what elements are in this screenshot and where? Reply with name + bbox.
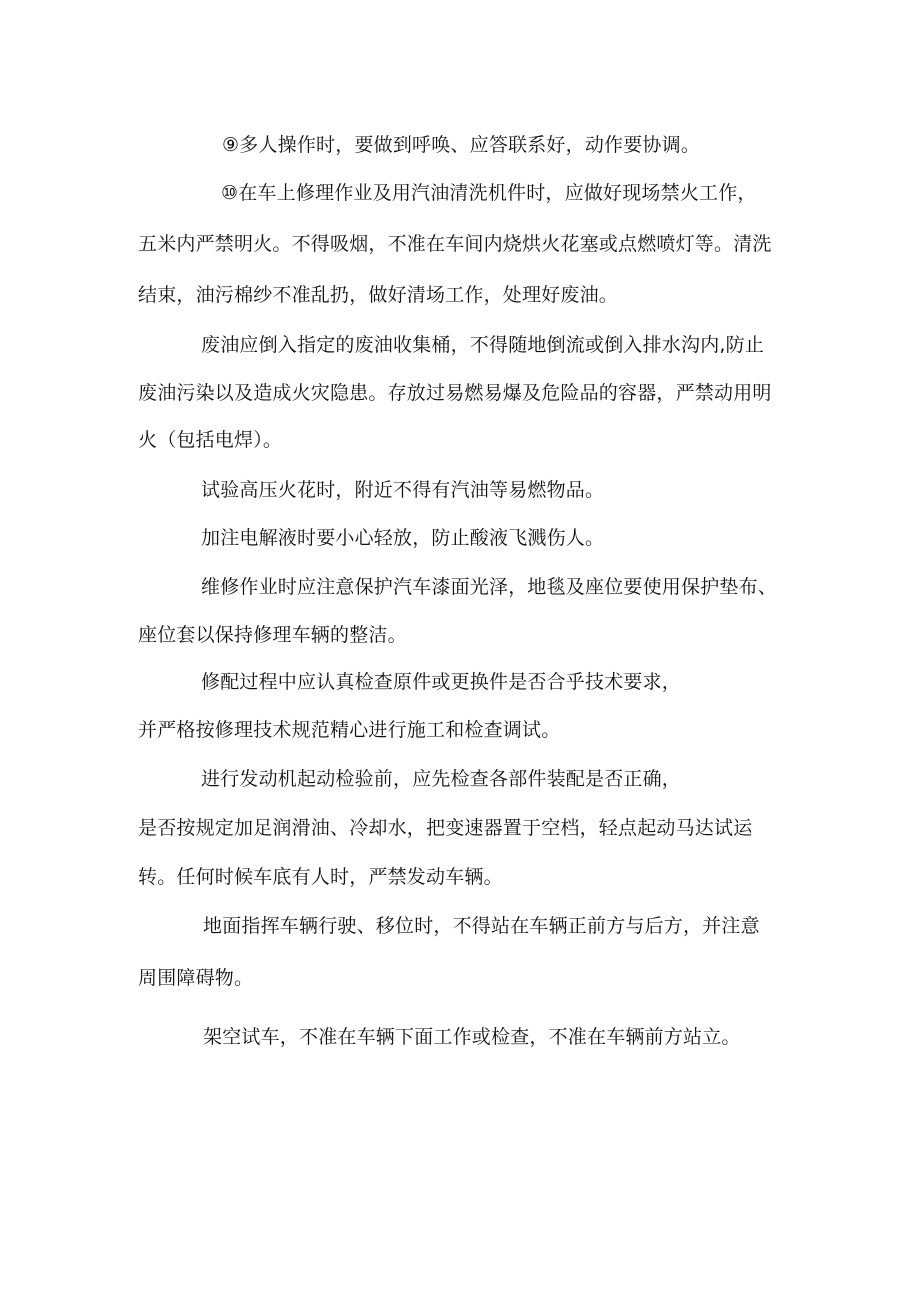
- waste-oil-line-2: 废油污染以及造成火灾隐患。存放过易燃易爆及危险品的容器，严禁动用明: [138, 382, 772, 404]
- rule-9-line: ⑨多人操作时，要做到呼唤、应答联系好，动作要协调。: [222, 134, 701, 156]
- parts-check-line-2: 并严格按修理技术规范精心进行施工和检查调试。: [138, 719, 561, 741]
- parts-check-line-1: 修配过程中应认真检查原件或更换件是否合乎技术要求，: [201, 671, 682, 693]
- rule-10-line-2: 五米内严禁明火。不得吸烟，不准在车间内烧烘火花塞或点燃喷灯等。清洗: [138, 233, 772, 255]
- spark-test-line: 试验高压火花时，附近不得有汽油等易燃物品。: [201, 479, 605, 501]
- engine-start-line-3: 转。任何时候车底有人时，严禁发动车辆。: [138, 866, 503, 888]
- paint-protection-line-1: 维修作业时应注意保护汽车漆面光泽，地毯及座位要使用保护垫布、: [201, 576, 778, 598]
- lift-test-line: 架空试车，不准在车辆下面工作或检查，不准在车辆前方站立。: [203, 1026, 741, 1048]
- electrolyte-line: 加注电解液时要小心轻放，防止酸液飞溅伤人。: [201, 527, 605, 549]
- vehicle-guiding-line-1: 地面指挥车辆行驶、移位时，不得站在车辆正前方与后方，并注意: [203, 915, 760, 937]
- rule-10-line-3: 结束，油污棉纱不准乱扔，做好清场工作，处理好废油。: [138, 284, 619, 306]
- vehicle-guiding-line-2: 周围障碍物。: [138, 967, 254, 989]
- waste-oil-line-3: 火（包括电焊）。: [138, 429, 283, 451]
- engine-start-line-2: 是否按规定加足润滑油、冷却水，把变速器置于空档，轻点起动马达试运: [138, 817, 753, 839]
- rule-10-line-1: ⑩在车上修理作业及用汽油清洗机件时，应做好现场禁火工作，: [221, 182, 757, 204]
- paint-protection-line-2: 座位套以保持修理车辆的整洁。: [138, 624, 407, 646]
- waste-oil-line-1: 废油应倒入指定的废油收集桶，不得随地倒流或倒入排水沟内,防止: [201, 334, 765, 356]
- engine-start-line-1: 进行发动机起动检验前，应先检查各部件装配是否正确，: [201, 768, 682, 790]
